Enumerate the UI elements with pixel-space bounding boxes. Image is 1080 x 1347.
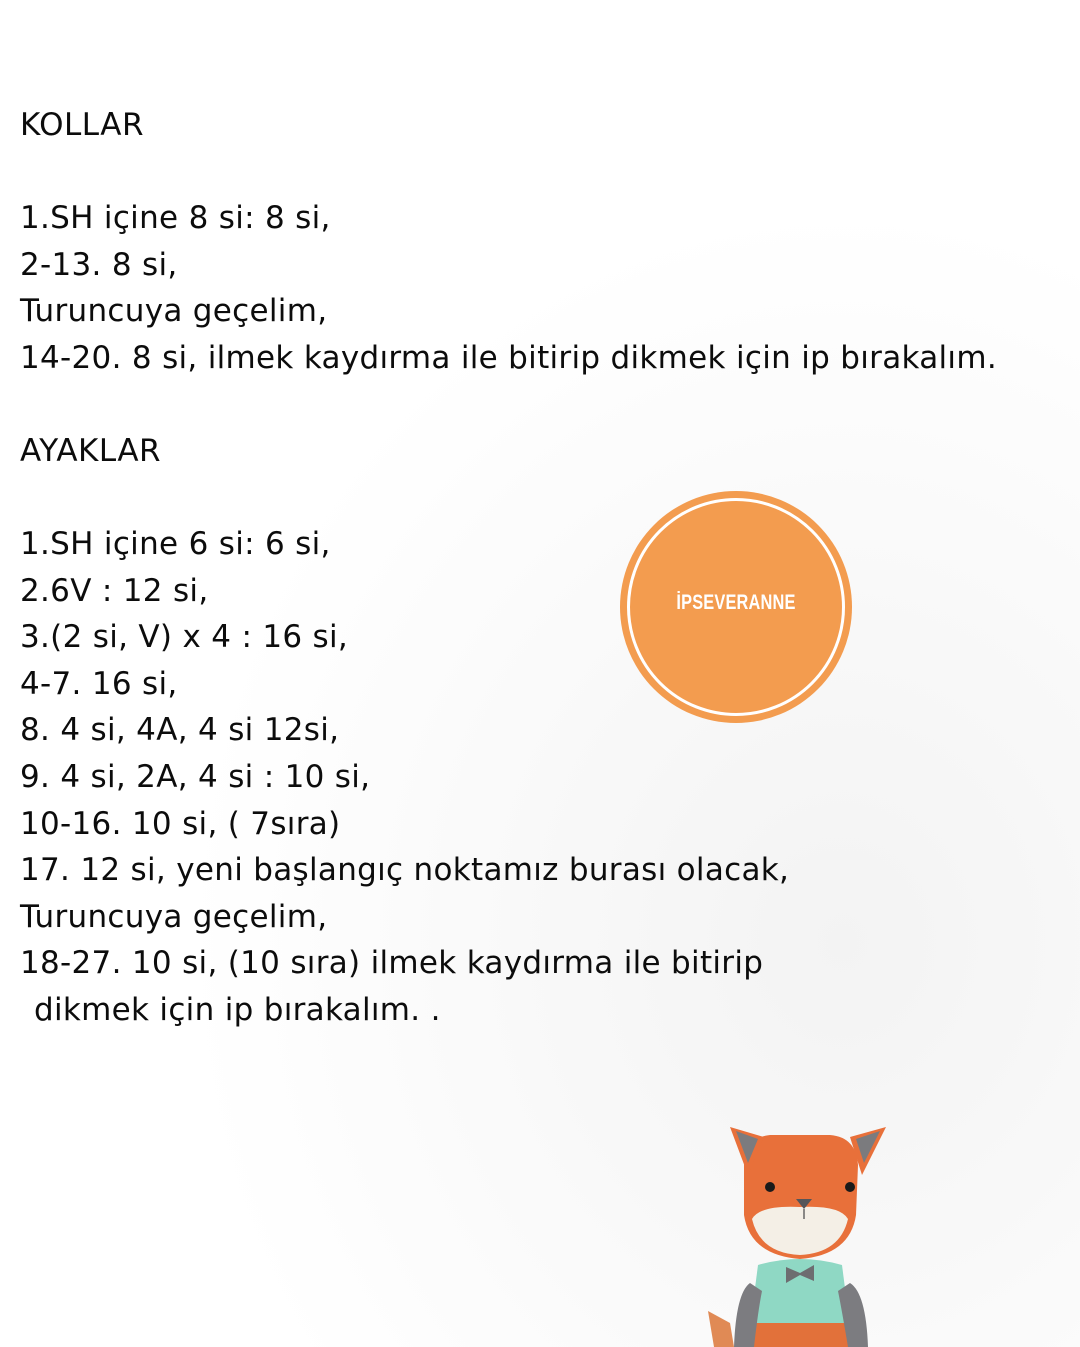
ipseveranne-logo (620, 491, 852, 723)
legs-line: 18-27. 10 si, (10 sıra) ilmek kaydırma ile bitirip (20, 945, 764, 982)
legs-line: 8. 4 si, 4A, 4 si 12si, (20, 712, 340, 749)
arms-heading: KOLLAR (20, 107, 145, 143)
legs-line: dikmek için ip bırakalım. . (34, 991, 441, 1028)
arms-line: 1.SH içine 8 si: 8 si, (20, 200, 331, 236)
legs-line: Turuncuya geçelim, (20, 898, 328, 935)
legs-line: 17. 12 si, yeni başlangıç noktamız burası olacak, (20, 852, 790, 889)
legs-line: 4-7. 16 si, (20, 665, 178, 702)
legs-line: 9. 4 si, 2A, 4 si : 10 si, (20, 758, 371, 795)
arms-line: 2-13. 8 si, (20, 246, 178, 283)
arms-instructions (20, 195, 997, 381)
logo-text: İPSEVERANNE (676, 591, 796, 614)
legs-line: 10-16. 10 si, ( 7sıra) (20, 805, 341, 842)
legs-heading: AYAKLAR (20, 433, 162, 469)
arms-line: 14-20. 8 si, ilmek kaydırma ile bitirip dikmek için ip bırakalım. (20, 339, 997, 376)
legs-line: 1.SH içine 6 si: 6 si, (20, 526, 331, 562)
legs-line: 2.6V : 12 si, (20, 572, 209, 609)
arms-line: Turuncuya geçelim, (20, 293, 328, 330)
legs-line: 3.(2 si, V) x 4 : 16 si, (20, 619, 349, 656)
crochet-fox-amigurumi-icon (700, 1115, 900, 1347)
